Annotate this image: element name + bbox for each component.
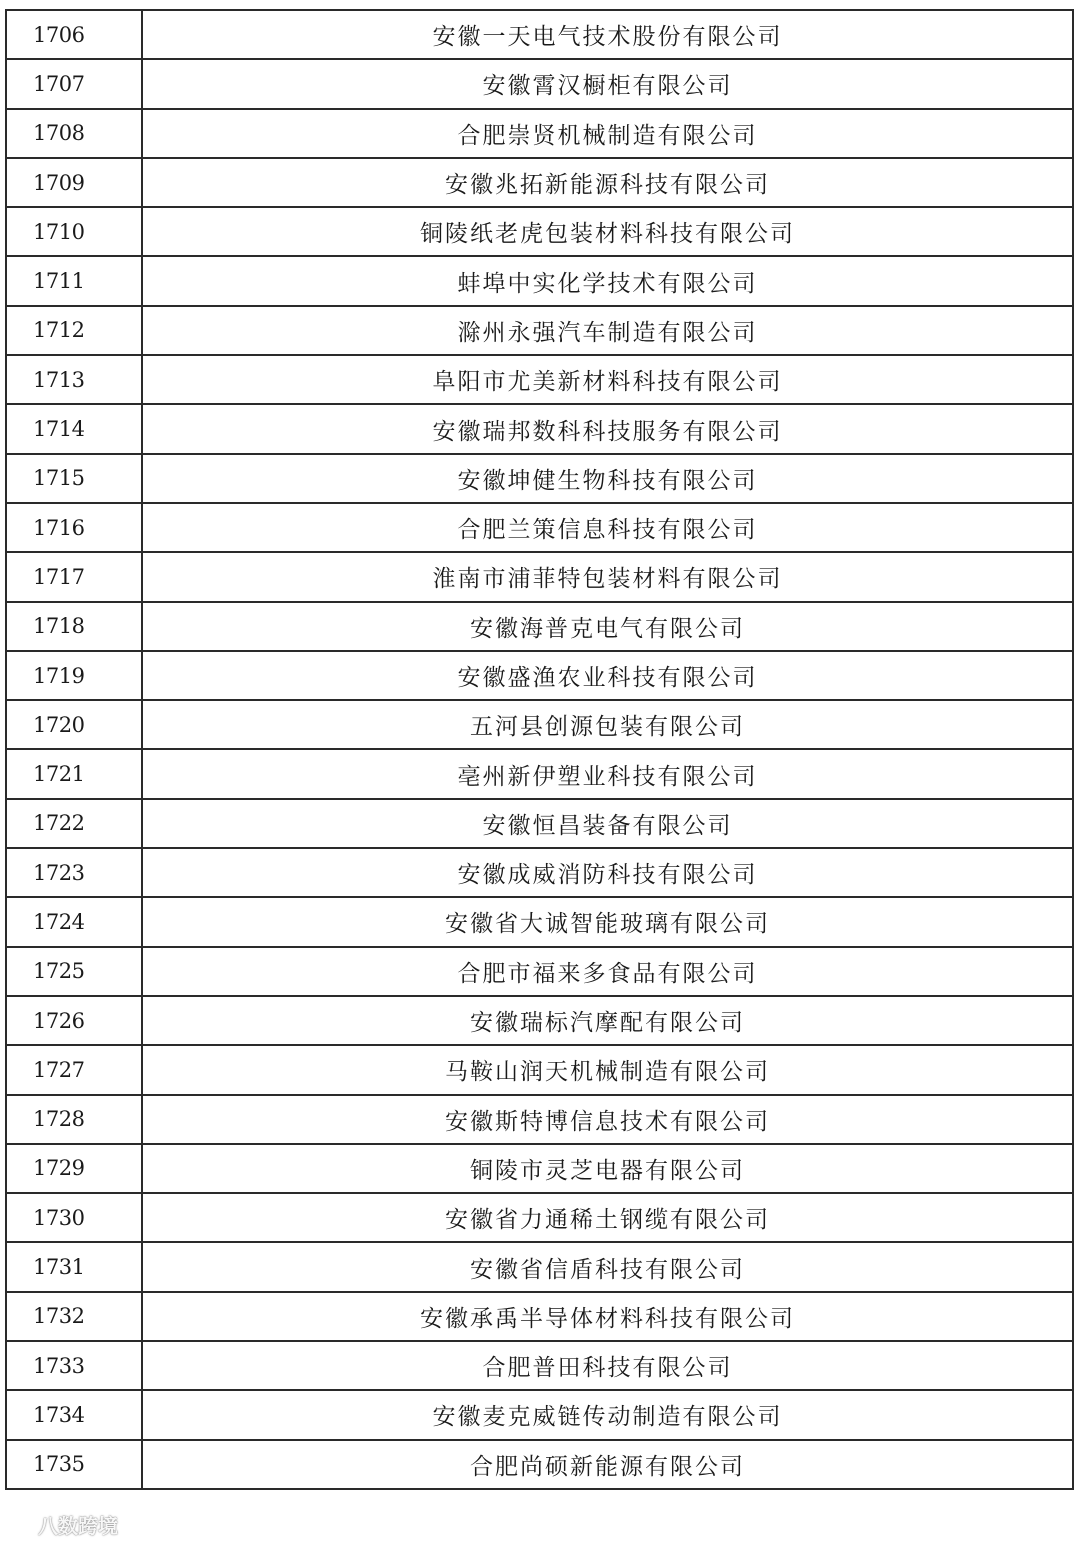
row-number: 1722: [6, 799, 142, 848]
table-row: [6, 1341, 1073, 1390]
row-number: 1729: [6, 1144, 142, 1193]
table-row: [6, 207, 1073, 256]
row-number: 1735: [6, 1440, 142, 1489]
row-number: 1717: [6, 552, 142, 601]
table-row: [6, 1045, 1073, 1094]
table-row: [6, 109, 1073, 158]
table-row: [6, 700, 1073, 749]
row-number: 1734: [6, 1390, 142, 1439]
table-row: [6, 602, 1073, 651]
table-row: [6, 996, 1073, 1045]
row-number: 1732: [6, 1292, 142, 1341]
company-name: 安徽承禹半导体材料科技有限公司: [142, 1292, 1073, 1341]
table-body: [6, 10, 1073, 1489]
company-name: 安徽兆拓新能源科技有限公司: [142, 158, 1073, 207]
company-name: 安徽瑞标汽摩配有限公司: [142, 996, 1073, 1045]
row-number: 1727: [6, 1045, 142, 1094]
row-number: 1707: [6, 59, 142, 108]
company-name: 合肥尚硕新能源有限公司: [142, 1440, 1073, 1489]
table-row: [6, 1292, 1073, 1341]
table-row: [6, 552, 1073, 601]
table-row: [6, 404, 1073, 453]
company-name: 安徽成威消防科技有限公司: [142, 848, 1073, 897]
company-table: [5, 9, 1074, 1490]
table-row: [6, 1242, 1073, 1291]
company-name: 安徽麦克威链传动制造有限公司: [142, 1390, 1073, 1439]
table-row: [6, 158, 1073, 207]
company-name: 安徽省力通稀土钢缆有限公司: [142, 1193, 1073, 1242]
table-row: [6, 503, 1073, 552]
company-name: 合肥崇贤机械制造有限公司: [142, 109, 1073, 158]
row-number: 1724: [6, 897, 142, 946]
table-row: [6, 848, 1073, 897]
row-number: 1713: [6, 355, 142, 404]
table-row: [6, 1144, 1073, 1193]
table-row: [6, 1440, 1073, 1489]
company-name: 安徽斯特博信息技术有限公司: [142, 1095, 1073, 1144]
row-number: 1728: [6, 1095, 142, 1144]
row-number: 1708: [6, 109, 142, 158]
company-name: 安徽坤健生物科技有限公司: [142, 454, 1073, 503]
table-row: [6, 749, 1073, 798]
company-name: 蚌埠中实化学技术有限公司: [142, 256, 1073, 305]
row-number: 1720: [6, 700, 142, 749]
row-number: 1718: [6, 602, 142, 651]
row-number: 1726: [6, 996, 142, 1045]
row-number: 1723: [6, 848, 142, 897]
table-row: [6, 947, 1073, 996]
row-number: 1716: [6, 503, 142, 552]
row-number: 1712: [6, 306, 142, 355]
company-name: 安徽瑞邦数科科技服务有限公司: [142, 404, 1073, 453]
row-number: 1730: [6, 1193, 142, 1242]
company-name: 安徽海普克电气有限公司: [142, 602, 1073, 651]
chat-bubble-icon: [8, 1514, 34, 1536]
company-name: 安徽霄汉橱柜有限公司: [142, 59, 1073, 108]
table-row: [6, 1193, 1073, 1242]
company-name: 合肥普田科技有限公司: [142, 1341, 1073, 1390]
row-number: 1731: [6, 1242, 142, 1291]
company-name: 铜陵市灵芝电器有限公司: [142, 1144, 1073, 1193]
watermark-text: 八数跨境: [38, 1514, 118, 1538]
row-number: 1733: [6, 1341, 142, 1390]
table-row: [6, 1390, 1073, 1439]
company-name: 安徽省信盾科技有限公司: [142, 1242, 1073, 1291]
company-name: 合肥市福来多食品有限公司: [142, 947, 1073, 996]
table-row: [6, 651, 1073, 700]
company-name: 滁州永强汽车制造有限公司: [142, 306, 1073, 355]
row-number: 1709: [6, 158, 142, 207]
company-list: [5, 9, 1074, 1490]
company-name: 亳州新伊塑业科技有限公司: [142, 749, 1073, 798]
row-number: 1714: [6, 404, 142, 453]
table-row: [6, 1095, 1073, 1144]
table-row: [6, 799, 1073, 848]
company-name: 阜阳市尤美新材料科技有限公司: [142, 355, 1073, 404]
company-name: 安徽一天电气技术股份有限公司: [142, 10, 1073, 59]
table-row: [6, 454, 1073, 503]
watermark: [8, 1510, 118, 1539]
company-name: 五河县创源包装有限公司: [142, 700, 1073, 749]
company-name: 安徽盛渔农业科技有限公司: [142, 651, 1073, 700]
row-number: 1706: [6, 10, 142, 59]
row-number: 1710: [6, 207, 142, 256]
table-row: [6, 256, 1073, 305]
row-number: 1725: [6, 947, 142, 996]
row-number: 1715: [6, 454, 142, 503]
row-number: 1719: [6, 651, 142, 700]
company-name: 安徽恒昌装备有限公司: [142, 799, 1073, 848]
row-number: 1721: [6, 749, 142, 798]
row-number: 1711: [6, 256, 142, 305]
table-row: [6, 59, 1073, 108]
company-name: 铜陵纸老虎包装材料科技有限公司: [142, 207, 1073, 256]
table-row: [6, 897, 1073, 946]
company-name: 马鞍山润天机械制造有限公司: [142, 1045, 1073, 1094]
company-name: 安徽省大诚智能玻璃有限公司: [142, 897, 1073, 946]
table-row: [6, 355, 1073, 404]
company-name: 合肥兰策信息科技有限公司: [142, 503, 1073, 552]
table-row: [6, 306, 1073, 355]
table-row: [6, 10, 1073, 59]
company-name: 淮南市浦菲特包装材料有限公司: [142, 552, 1073, 601]
